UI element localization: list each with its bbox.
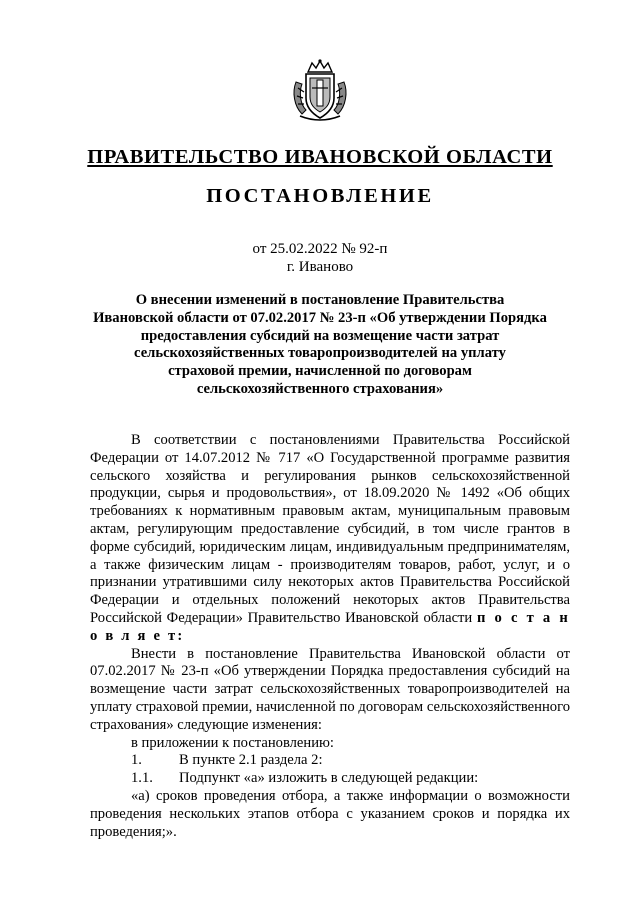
item-1: [90, 752, 570, 770]
document-meta: [0, 240, 640, 276]
resolves-keyword: п о с т а н о в л я е т:: [90, 609, 570, 644]
item-text: В пункте 2.1 раздела 2:: [179, 752, 323, 769]
coat-of-arms-icon: [290, 58, 350, 124]
new-wording-paragraph: «а) сроков проведения отбора, а также информации о возможности проведения нескольких этапов отбора с указанием сроков и порядка их проведения;».: [90, 787, 570, 840]
title-line: Ивановской области от 07.02.2017 № 23-п «Об утверждении Порядка: [93, 309, 547, 326]
amendment-paragraph: Внести в постановление Правительства Ивановской области от 07.02.2017 № 23-п «Об утверждении Порядка предоставления субсидий на возмещение части затрат сельскохозяйственных товаропроизводителей на уплату страховой премии, начисленной по договорам сельскохозяйственного страхования» следующие изменения:: [90, 645, 570, 733]
title-line: страховой премии, начисленной по договорам: [168, 363, 472, 380]
title-line: сельскохозяйственных товаропроизводителей на уплату: [134, 345, 506, 362]
title-line: сельскохозяйственного страхования»: [196, 380, 444, 397]
city: г. Иваново: [286, 259, 354, 275]
date-number: от 25.02.2022 № 92-п: [252, 241, 388, 257]
document-body: [90, 432, 570, 841]
item-1-1: [90, 770, 570, 788]
title-line: О внесении изменений в постановление Правительства: [135, 292, 505, 308]
preamble-paragraph: [90, 432, 570, 646]
document-type: ПОСТАНОВЛЕНИЕ: [206, 185, 434, 207]
organization-name: ПРАВИТЕЛЬСТВО ИВАНОВСКОЙ ОБЛАСТИ: [87, 146, 553, 168]
item-number: 1.: [131, 752, 142, 769]
annex-paragraph: в приложении к постановлению:: [131, 734, 334, 751]
title-line: предоставления субсидий на возмещение части затрат: [140, 327, 500, 344]
document-title: [85, 292, 555, 399]
item-text: Подпункт «а» изложить в следующей редакции:: [179, 770, 479, 787]
preamble-text: В соответствии с постановлениями Правительства Российской Федерации от 14.07.2012 № 717 «О Государственной программе развития сельского хозяйства и регулирования рынков сельскохозяйственной продукции, сырья и продовольствия», от 18.09.2020 № 1492 «Об общих требованиях к нормативным правовым актам, муниципальным правовым актам, регулирующим предоставление субсидий, в том числе грантов в форме субсидий, юридическим лицам, индивидуальным предпринимателям, а также физическим лицам - производителям товаров, работ, услуг, и о признании утратившими силу некоторых актов Правительства Российской Федерации и отдельных положений некоторых актов Правительства Российской Федерации» Правительство Ивановской области: [90, 432, 570, 626]
item-number: 1.1.: [131, 770, 153, 787]
